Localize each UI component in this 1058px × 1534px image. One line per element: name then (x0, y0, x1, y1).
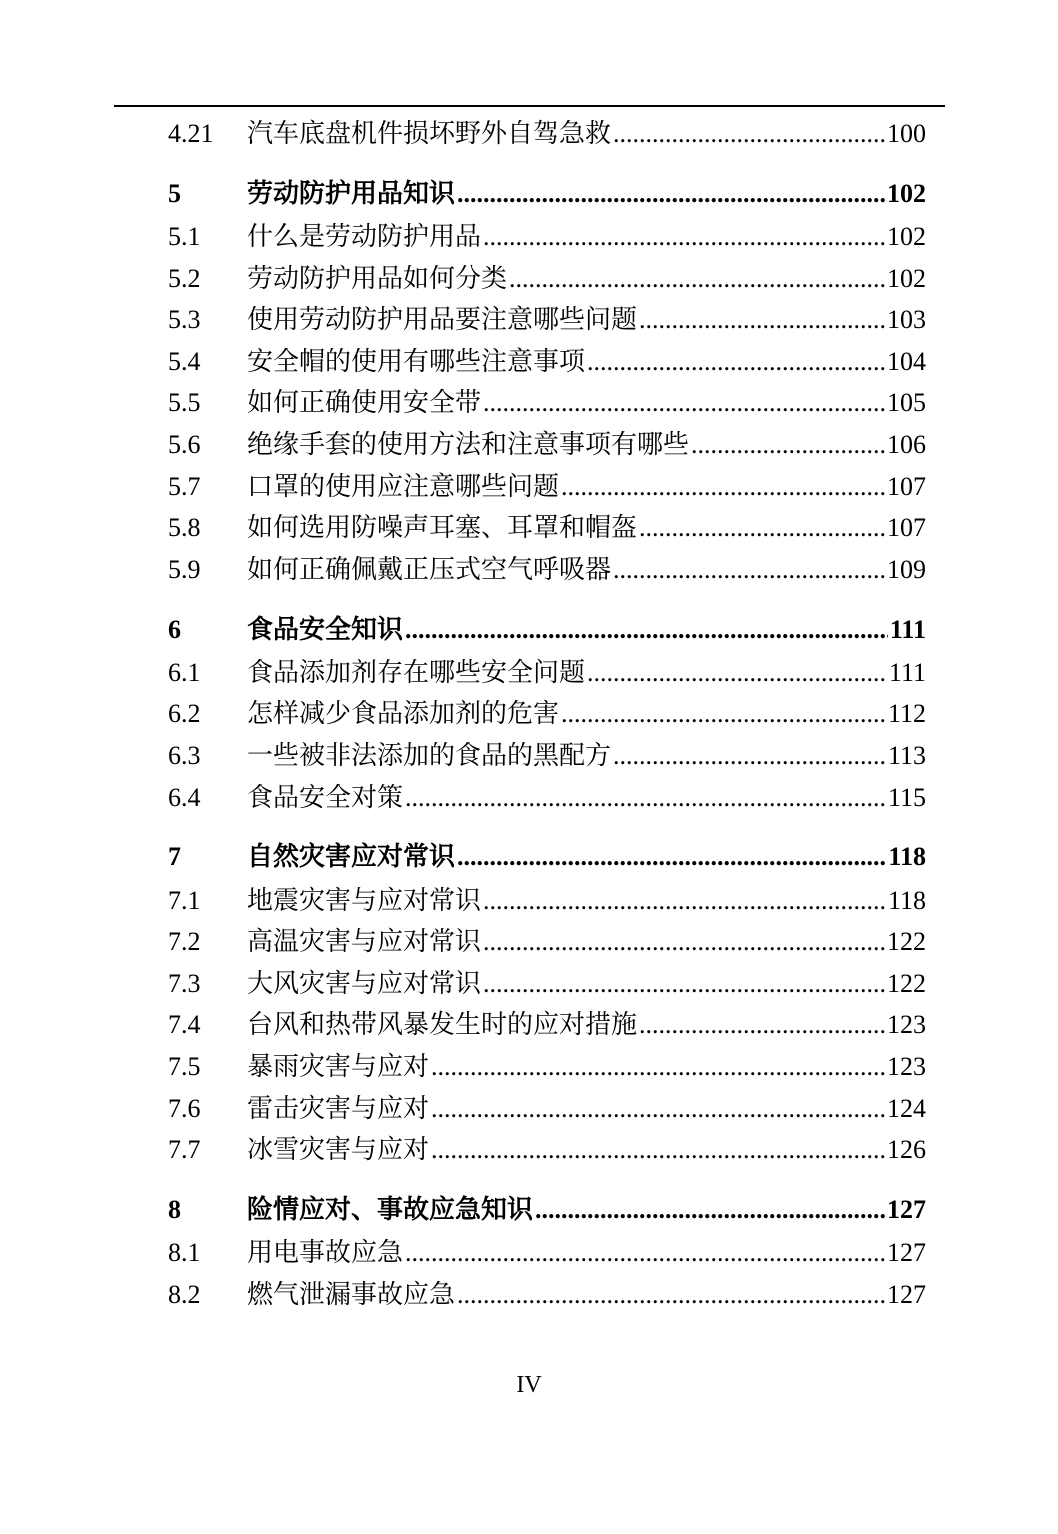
dot-leader (613, 553, 885, 587)
dot-leader (613, 117, 885, 151)
toc-entry-number: 6.3 (168, 741, 201, 770)
dot-leader (535, 1193, 885, 1227)
toc-chapter-page: 102 (887, 179, 926, 208)
toc-chapter[interactable] (168, 177, 926, 211)
toc-entry-page: 126 (887, 1135, 926, 1164)
dot-leader (431, 1092, 885, 1126)
toc-entry-title: 如何正确使用安全带 (247, 388, 482, 418)
toc-entry-title: 食品添加剂存在哪些安全问题 (247, 658, 586, 688)
toc-entry-title: 使用劳动防护用品要注意哪些问题 (247, 305, 638, 335)
toc-entry[interactable] (168, 1050, 926, 1084)
toc-entry-page: 104 (887, 347, 926, 376)
toc-entry[interactable] (168, 553, 926, 587)
toc-entry-title: 劳动防护用品如何分类 (247, 264, 508, 294)
page-number: IV (516, 1372, 542, 1398)
toc-entry-title: 台风和热带风暴发生时的应对措施 (247, 1010, 638, 1040)
dot-leader (613, 739, 886, 773)
toc-entry-page: 109 (887, 555, 926, 584)
toc-entry-number: 5.1 (168, 222, 201, 251)
toc-entry[interactable] (168, 925, 926, 959)
dot-leader (561, 697, 886, 731)
toc-entry-title: 雷击灾害与应对 (247, 1094, 430, 1124)
toc-entry-number: 7.7 (168, 1135, 201, 1164)
dot-leader (639, 511, 885, 545)
toc-entry-page: 123 (887, 1052, 926, 1081)
toc-entry[interactable] (168, 117, 926, 151)
toc-entry[interactable] (168, 1008, 926, 1042)
toc-entry-number: 7.2 (168, 927, 201, 956)
toc-chapter[interactable] (168, 840, 926, 874)
dot-leader (561, 470, 885, 504)
toc-entry-number: 7.5 (168, 1052, 201, 1081)
toc-entry-title: 绝缘手套的使用方法和注意事项有哪些 (247, 430, 690, 460)
toc-entry-number: 5.4 (168, 347, 201, 376)
toc-chapter-title: 险情应对、事故应急知识 (247, 1195, 534, 1225)
header-rule (114, 105, 945, 107)
toc-entry-page: 122 (887, 969, 926, 998)
toc-entry-number: 4.21 (168, 119, 214, 148)
toc-entry-title: 如何正确佩戴正压式空气呼吸器 (247, 555, 612, 585)
toc-chapter-page: 127 (887, 1195, 926, 1224)
toc-entry-page: 113 (887, 741, 926, 770)
toc-entry-number: 5.2 (168, 264, 201, 293)
toc-chapter-number: 6 (168, 615, 181, 644)
toc-entry-page: 103 (887, 305, 926, 334)
toc-entry-number: 5.9 (168, 555, 201, 584)
toc-entry[interactable] (168, 656, 926, 690)
toc-chapter-title: 劳动防护用品知识 (247, 179, 456, 209)
toc-entry[interactable] (168, 884, 926, 918)
toc-entry[interactable] (168, 781, 926, 815)
toc-entry[interactable] (168, 967, 926, 1001)
toc-entry-title: 一些被非法添加的食品的黑配方 (247, 741, 612, 771)
toc-entry[interactable] (168, 470, 926, 504)
toc-entry-page: 115 (887, 783, 926, 812)
dot-leader (587, 656, 887, 690)
toc-chapter-page: 111 (889, 615, 926, 644)
toc-entry-title: 冰雪灾害与应对 (247, 1135, 430, 1165)
toc-entry-number: 5.7 (168, 472, 201, 501)
dot-leader (405, 1236, 885, 1270)
toc-chapter-title: 自然灾害应对常识 (247, 842, 456, 872)
toc-entry-title: 安全帽的使用有哪些注意事项 (247, 347, 586, 377)
toc-entry-number: 7.6 (168, 1094, 201, 1123)
toc-entry-title: 用电事故应急 (247, 1238, 404, 1268)
toc-entry-page: 123 (887, 1010, 926, 1039)
dot-leader (431, 1133, 885, 1167)
toc-entry-number: 5.6 (168, 430, 201, 459)
toc-entry-number: 8.1 (168, 1238, 201, 1267)
toc-chapter-number: 7 (168, 842, 181, 871)
toc-entry-number: 5.5 (168, 388, 201, 417)
toc-entry-title: 什么是劳动防护用品 (247, 222, 482, 252)
toc-entry-page: 106 (887, 430, 926, 459)
toc-entry-page: 127 (887, 1280, 926, 1309)
toc-entry-page: 105 (887, 388, 926, 417)
toc-chapter-page: 118 (888, 842, 926, 871)
toc-entry-number: 7.4 (168, 1010, 201, 1039)
toc-entry-page: 102 (887, 264, 926, 293)
dot-leader (431, 1050, 885, 1084)
toc-entry-title: 食品安全对策 (247, 783, 404, 813)
toc-entry[interactable] (168, 1236, 926, 1270)
toc-chapter[interactable] (168, 1193, 926, 1227)
toc-entry-page: 107 (887, 513, 926, 542)
toc-entry-number: 8.2 (168, 1280, 201, 1309)
dot-leader (405, 781, 886, 815)
dot-leader (639, 303, 885, 337)
toc-entry-number: 6.1 (168, 658, 201, 687)
dot-leader (483, 386, 885, 420)
dot-leader (405, 613, 888, 647)
dot-leader (483, 925, 885, 959)
dot-leader (483, 220, 885, 254)
toc-entry[interactable] (168, 1278, 926, 1312)
toc-entry[interactable] (168, 739, 926, 773)
toc-entry[interactable] (168, 345, 926, 379)
toc-entry[interactable] (168, 511, 926, 545)
toc-chapter-number: 8 (168, 1195, 181, 1224)
toc-entry-title: 怎样减少食品添加剂的危害 (247, 699, 560, 729)
toc-entry-page: 122 (887, 927, 926, 956)
toc-entry-title: 高温灾害与应对常识 (247, 927, 482, 957)
toc-entry-title: 口罩的使用应注意哪些问题 (247, 472, 560, 502)
dot-leader (639, 1008, 885, 1042)
dot-leader (457, 840, 886, 874)
toc-entry-page: 112 (887, 699, 926, 728)
toc-entry-page: 124 (887, 1094, 926, 1123)
toc-entry-page: 127 (887, 1238, 926, 1267)
toc-entry-number: 7.3 (168, 969, 201, 998)
toc-entry-title: 地震灾害与应对常识 (247, 886, 482, 916)
toc-entry-number: 7.1 (168, 886, 201, 915)
dot-leader (457, 177, 885, 211)
dot-leader (587, 345, 885, 379)
toc-entry[interactable] (168, 220, 926, 254)
toc-entry-number: 5.3 (168, 305, 201, 334)
toc-entry-page: 111 (888, 658, 926, 687)
toc-chapter-title: 食品安全知识 (247, 615, 404, 645)
toc-entry-page: 100 (887, 119, 926, 148)
toc-chapter[interactable] (168, 613, 926, 647)
dot-leader (483, 967, 885, 1001)
toc-entry-number: 5.8 (168, 513, 201, 542)
toc-entry[interactable] (168, 428, 926, 462)
toc-entry-title: 大风灾害与应对常识 (247, 969, 482, 999)
toc-chapter-number: 5 (168, 179, 181, 208)
dot-leader (509, 262, 885, 296)
toc-entry[interactable] (168, 303, 926, 337)
toc-entry-number: 6.4 (168, 783, 201, 812)
dot-leader (691, 428, 885, 462)
toc-entry-title: 燃气泄漏事故应急 (247, 1280, 456, 1310)
toc-entry-title: 如何选用防噪声耳塞、耳罩和帽盔 (247, 513, 638, 543)
toc-entry-page: 107 (887, 472, 926, 501)
toc-entry[interactable] (168, 262, 926, 296)
toc-entry-title: 暴雨灾害与应对 (247, 1052, 430, 1082)
toc-entry-page: 102 (887, 222, 926, 251)
toc-entry[interactable] (168, 1092, 926, 1126)
toc-entry[interactable] (168, 697, 926, 731)
dot-leader (457, 1278, 885, 1312)
dot-leader (483, 884, 886, 918)
toc-entry[interactable] (168, 386, 926, 420)
toc-entry-page: 118 (887, 886, 926, 915)
toc-entry[interactable] (168, 1133, 926, 1167)
toc-entry-number: 6.2 (168, 699, 201, 728)
toc-entry-title: 汽车底盘机件损坏野外自驾急救 (247, 119, 612, 149)
